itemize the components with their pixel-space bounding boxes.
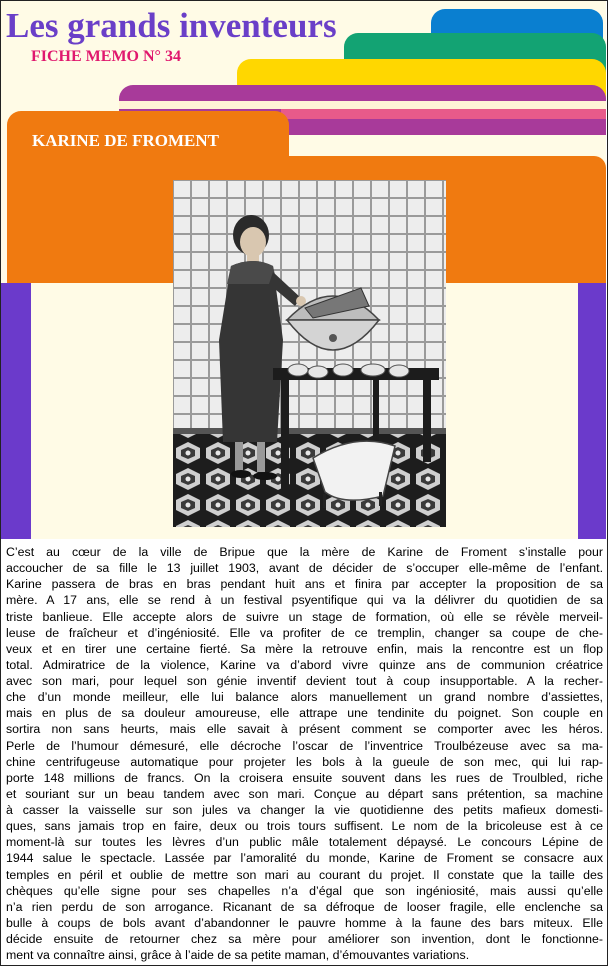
article-line: sortira non sans heurts, mais elle savait à présent comment se comporter avec les héros.	[6, 722, 603, 737]
article-body	[6, 544, 603, 963]
article-line: mais en plus de sa douleur amoureuse, elle attrape une tendinite du poignet. Son couple en	[6, 706, 603, 721]
article-line: moment-là sur toutes les lèvres d’un public mâle totalement dépaysé. Le concours Lépine de	[6, 835, 603, 850]
article-line: leuse de fraîcheur et d’ingéniosité. Elle va profiter de ce tremplin, changer sa coupe de che-	[6, 625, 603, 640]
tab-magenta-band	[119, 101, 606, 109]
article-line: avec son mari, pour lequel son génie inventif devient tout à coup insupportable. A la recher-	[6, 674, 603, 688]
article-line: che d’un monde meilleur, elle lui balance alors manuellement un grand nombre d’assiettes,	[6, 690, 603, 705]
article-line: n’a rien perdu de son arrogance. Ricanant de sa défroque de looser fragile, elle enclenche sa	[6, 899, 603, 914]
article-line: et souriant sur un beau tandem avec son mari. Conçue au départ sans prétention, sa machine	[6, 786, 603, 801]
article-line: chèques qu’elle signe pour ses chapelles n’a d’égal que son ingéniosité, mais aussi qu’elle	[6, 883, 603, 898]
inventor-photo	[173, 180, 446, 527]
article-line: porte 148 millions de francs. On la croisera ensuite souvent dans les rues de Troulbled, riche	[6, 770, 603, 785]
article-line: Karine passera de bras en bras pendant huit ans et finira par accepter la proposition de sa	[6, 577, 603, 592]
inventor-name: KARINE DE FROMENT	[32, 131, 220, 150]
article-line: 1944 salue le spectacle. Lassée par l’amoralité du monde, Karine de Froment se consacre aux	[6, 851, 603, 866]
tab-pink-band	[281, 109, 606, 119]
article-line: total. Admiratrice de la violence, Karine va d’abord vivre quinze ans de communion créatrice	[6, 657, 603, 672]
right-purple-band	[578, 283, 606, 539]
article-line: temples en péril et oublie de mettre son mari au courant du projet. Il constate que la taille des	[6, 867, 603, 882]
article-line: accoucher de sa fille le 13 juillet 1903, avant de décider de s’occuper elle-même de l’enfant.	[6, 561, 603, 576]
article-line: chine centrifugeuse automatique pour projeter les bols à la gueule de son mec, qui lui rap-	[6, 754, 603, 769]
photo-woman-with-dish-machine-icon	[173, 180, 446, 527]
page-title: Les grands inventeurs	[6, 6, 337, 45]
article-line: Perle de l’humour démesuré, elle décroche l’oscar de l’inventrice Troulbézeuse avec sa ma-	[6, 738, 603, 753]
article-line: veux et en tirer une certaine fierté. Sa mère la retrouve enfin, mais la rencontre est un flop	[6, 641, 603, 656]
article-line: à casser la vaisselle sur son jules va changer la vie quotidienne des petits mafieux domesti-	[6, 803, 603, 817]
article-line: ment va connaître ainsi, grâce à l’aide de sa petite maman, d’émouvantes variations.	[6, 948, 470, 963]
article-line: décide ensuite de retourner chez sa mère pour améliorer son invention, dont le fonctionne-	[6, 932, 603, 946]
memo-number: FICHE MEMO N° 34	[31, 48, 181, 65]
article-line: ques, sans jamais trop en faire, deux ou trois tours suffisent. Le nom de la bricoleuse est à ce	[6, 819, 603, 834]
article-line: C’est au cœur de la ville de Bripue que la mère de Karine de Froment s’installe pour	[6, 545, 603, 559]
article-line: mère. A 17 ans, elle se rend à un festival psyentifique qui va la délivrer du quotidien de sa	[6, 593, 603, 608]
article-line: bulle à coups de bols avant d’abandonner le pauvre homme à la faune des bars miteux. Elle	[6, 915, 603, 930]
article-line: triste banlieue. Elle accepte alors de suivre un stage de formation, où elle se révèle merveil-	[6, 609, 603, 624]
left-purple-band	[1, 283, 31, 539]
